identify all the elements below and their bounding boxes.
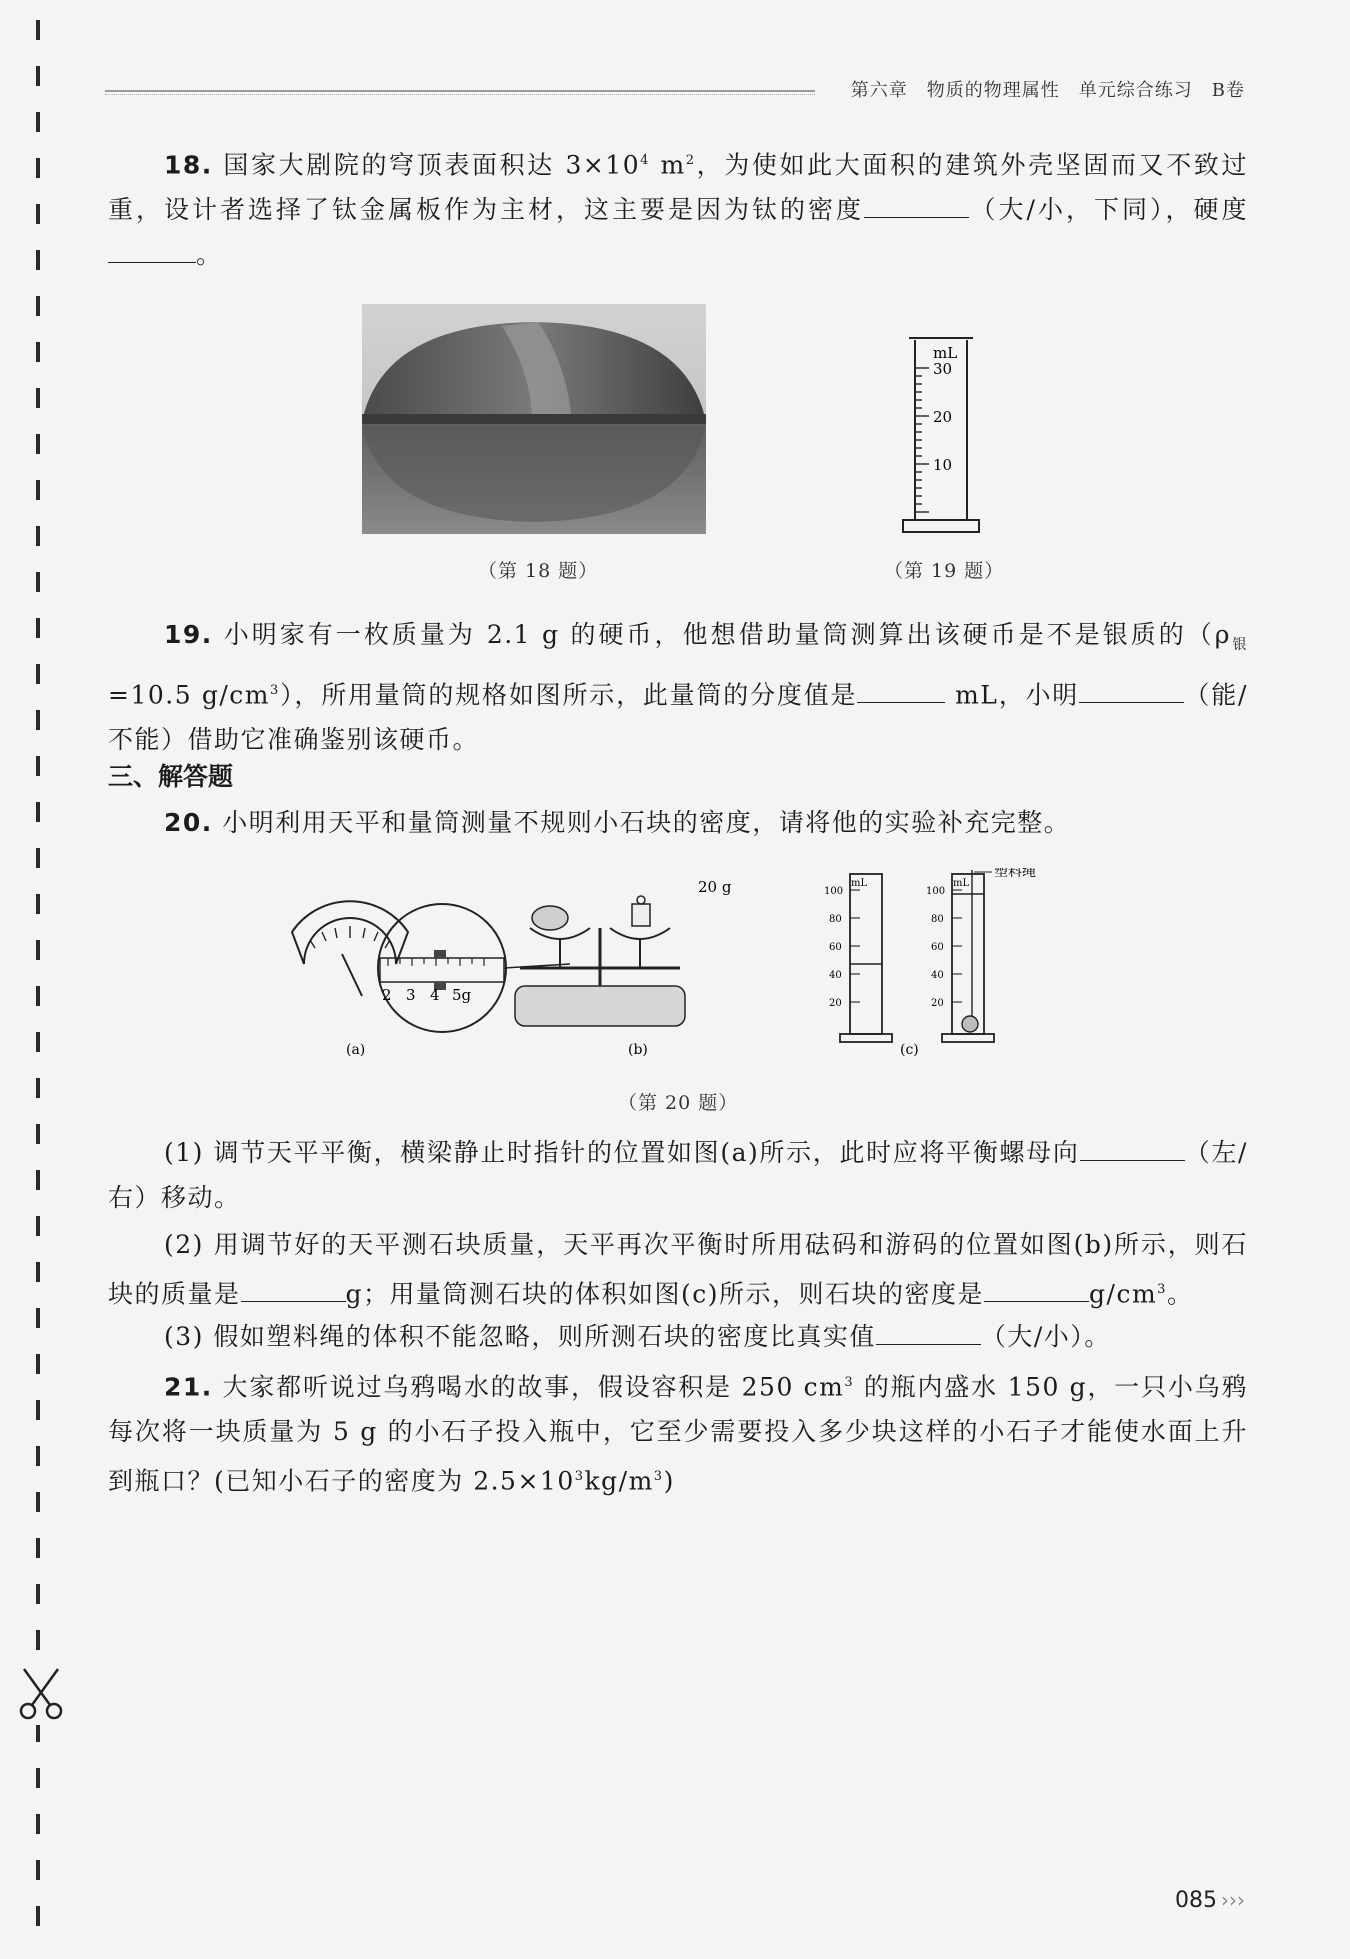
section-heading: 三、解答题 xyxy=(108,762,234,791)
cylinder-tick-label: 40 xyxy=(931,970,944,981)
figure-18-caption: （第 18 题） xyxy=(478,560,599,582)
cylinder-tick-label: 60 xyxy=(829,942,842,953)
cylinder-tick-label: 80 xyxy=(931,914,944,925)
theatre-photo xyxy=(362,304,706,538)
page-header xyxy=(105,76,1245,106)
figure-20-caption: （第 20 题） xyxy=(618,1092,739,1114)
cylinder-water-only xyxy=(840,874,892,1042)
figure-20 xyxy=(280,868,1100,1082)
balance-with-weights xyxy=(378,896,685,1032)
graduated-cylinder-19 xyxy=(895,334,985,544)
scale-label: 3 xyxy=(406,986,416,1004)
figure-b-label: (b) xyxy=(628,1042,648,1058)
chevrons-icon: ››› xyxy=(1221,1888,1245,1912)
question-19: 19. 小明家有一枚质量为 2.1 g 的硬币，他想借助量筒测算出该硬币是不是银质的（$\rho_银=10.5$ $g/cm^3$），所用量筒的规格如图所示，此量筒的分度值是 mL，小明 （能/不能）借助它准确鉴别该硬币。 xyxy=(108,620,1249,755)
cylinder-tick-label: 30 xyxy=(933,360,953,378)
cylinder-with-stone xyxy=(942,870,994,1042)
weight-label: 20 g xyxy=(698,878,732,896)
scale-label: 5g xyxy=(452,986,472,1004)
cylinder-unit-label: mL xyxy=(933,344,958,362)
cylinder-unit-label: mL xyxy=(953,878,970,889)
cut-line xyxy=(36,20,40,1950)
answer-blank[interactable] xyxy=(108,240,196,263)
scale-label: 2 xyxy=(382,986,392,1004)
cylinder-tick-label: 80 xyxy=(829,914,842,925)
answer-blank[interactable] xyxy=(857,680,945,703)
question-number: 21. xyxy=(164,1372,213,1402)
header-title: 第六章 物质的物理属性 单元综合练习 B卷 xyxy=(850,80,1245,101)
rope-label: 塑料绳 xyxy=(994,868,1036,880)
question-21: 21. 大家都听说过乌鸦喝水的故事，假设容积是 250 $cm^3$ 的瓶内盛水 150 g，一只小乌鸦每次将一块质量为 5 g 的小石子投入瓶中，它至少需要投入多少块这样的小石子才能使水面上升到瓶口？(已知小石子的密度为 $2.5\times 10^3kg/m^3$) xyxy=(108,1372,1248,1496)
question-number: 20. xyxy=(164,808,213,837)
question-20-part-2: (2) 用调节好的天平测石块质量，天平再次平衡时所用砝码和游码的位置如图(b)所示，则石块的质量是 g；用量筒测石块的体积如图(c)所示，则石块的密度是 $g/cm^3$。 xyxy=(108,1230,1248,1309)
question-18: 18. 国家大剧院的穹顶表面积达 $3\times 10^4$ $m^2$，为使如此大面积的建筑外壳坚固而又不致过重，设计者选择了钛金属板作为主材，这主要是因为钛的密度 （大/小，下同），硬度。 xyxy=(108,150,1248,270)
question-20-part-3: (3) 假如塑料绳的体积不能忽略，则所测石块的密度比真实值 （大/小）。 xyxy=(164,1322,1111,1351)
cylinder-tick-label: 100 xyxy=(926,886,946,897)
question-number: 19. xyxy=(164,620,213,649)
scissors-icon xyxy=(16,1665,66,1725)
answer-blank[interactable] xyxy=(984,1279,1089,1302)
page-number: 085 ››› xyxy=(1175,1888,1245,1913)
answer-blank[interactable] xyxy=(864,195,969,218)
cylinder-tick-label: 100 xyxy=(824,886,844,897)
figure-19-caption: （第 19 题） xyxy=(884,560,1005,582)
answer-blank[interactable] xyxy=(241,1279,346,1302)
question-20-part-1: (1) 调节天平平衡，横梁静止时指针的位置如图(a)所示，此时应将平衡螺母向 （左/右）移动。 xyxy=(108,1138,1248,1212)
cylinder-unit-label: mL xyxy=(851,878,868,889)
cylinder-tick-label: 10 xyxy=(933,456,953,474)
scale-label: 4 xyxy=(430,986,440,1004)
answer-blank[interactable] xyxy=(876,1322,981,1345)
figure-a-label: (a) xyxy=(346,1042,366,1058)
answer-blank[interactable] xyxy=(1079,680,1184,703)
header-rule-dotted xyxy=(105,94,815,95)
cylinder-tick-label: 40 xyxy=(829,970,842,981)
figure-c-label: (c) xyxy=(900,1042,919,1058)
question-number: 18. xyxy=(164,150,213,180)
cylinder-tick-label: 20 xyxy=(933,408,953,426)
cylinder-tick-label: 20 xyxy=(829,998,842,1009)
cylinder-tick-label: 20 xyxy=(931,998,944,1009)
header-rule xyxy=(105,90,815,92)
answer-blank[interactable] xyxy=(1080,1138,1185,1161)
question-20-stem: 20. 小明利用天平和量筒测量不规则小石块的密度，请将他的实验补充完整。 xyxy=(164,808,1071,837)
cylinder-tick-label: 60 xyxy=(931,942,944,953)
